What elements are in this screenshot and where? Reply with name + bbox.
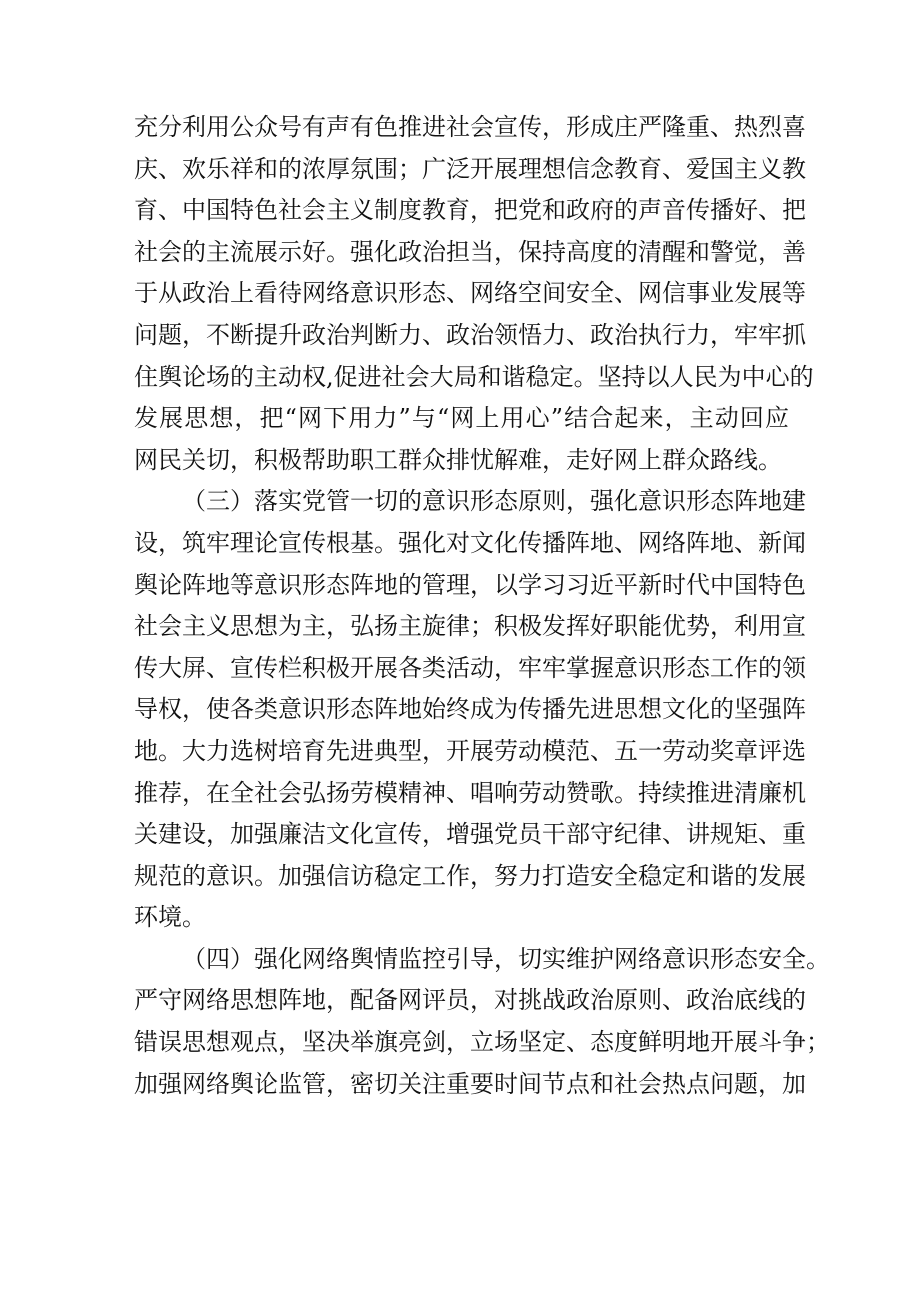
text-line: 问题，不断提升政治判断力、政治领悟力、政治执行力，牢牢抓 — [134, 320, 806, 349]
text-line: 环境。 — [134, 903, 206, 932]
text-line: 关建设，加强廉洁文化宣传，增强党员干部守纪律、讲规矩、重 — [134, 820, 806, 849]
text-line: 于从政治上看待网络意识形态、网络空间安全、网信事业发展等 — [134, 279, 806, 308]
text-line: 严守网络思想阵地，配备网评员，对挑战政治原则、政治底线的 — [134, 986, 806, 1015]
text-line: 庆、欢乐祥和的浓厚氛围；广泛开展理想信念教育、爱国主义教 — [134, 154, 806, 183]
text-line: 育、中国特色社会主义制度教育，把党和政府的声音传播好、把 — [134, 196, 806, 225]
text-line: 设，筑牢理论宣传根基。强化对文化传播阵地、网络阵地、新闻 — [134, 528, 806, 557]
body-text — [134, 107, 830, 1105]
text-line: 地。大力选树培育先进典型，开展劳动模范、五一劳动奖章评选 — [134, 736, 806, 765]
text-line: 舆论阵地等意识形态阵地的管理，以学习习近平新时代中国特色 — [134, 570, 806, 599]
section-heading-line: （三）落实党管一切的意识形态原则，强化意识形态阵地建 — [182, 487, 806, 516]
text-line: 住舆论场的主动权,促进社会大局和谐稳定。坚持以人民为中心的 — [134, 362, 814, 391]
text-line: 社会主义思想为主，弘扬主旋律；积极发挥好职能优势，利用宣 — [134, 612, 806, 641]
text-line: 网民关切，积极帮助职工群众排忧解难，走好网上群众路线。 — [134, 445, 782, 474]
text-line: 推荐，在全社会弘扬劳模精神、唱响劳动赞歌。持续推进清廉机 — [134, 778, 806, 807]
text-line: 社会的主流展示好。强化政治担当，保持高度的清醒和警觉，善 — [134, 237, 806, 266]
text-line: 充分利用公众号有声有色推进社会宣传，形成庄严隆重、热烈喜 — [134, 113, 806, 141]
section-heading-line: （四）强化网络舆情监控引导，切实维护网络意识形态安全。 — [182, 944, 830, 973]
text-line: 发展思想，把“网下用力”与“网上用心”结合起来，主动回应 — [134, 404, 789, 433]
text-line: 加强网络舆论监管，密切关注重要时间节点和社会热点问题，加 — [134, 1069, 806, 1098]
text-line: 导权，使各类意识形态阵地始终成为传播先进思想文化的坚强阵 — [134, 695, 806, 724]
text-line: 错误思想观点，坚决举旗亮剑，立场坚定、态度鲜明地开展斗争； — [134, 1028, 830, 1057]
text-line: 传大屏、宣传栏积极开展各类活动，牢牢掌握意识形态工作的领 — [134, 653, 806, 682]
text-line: 规范的意识。加强信访稳定工作，努力打造安全稳定和谐的发展 — [134, 861, 806, 890]
